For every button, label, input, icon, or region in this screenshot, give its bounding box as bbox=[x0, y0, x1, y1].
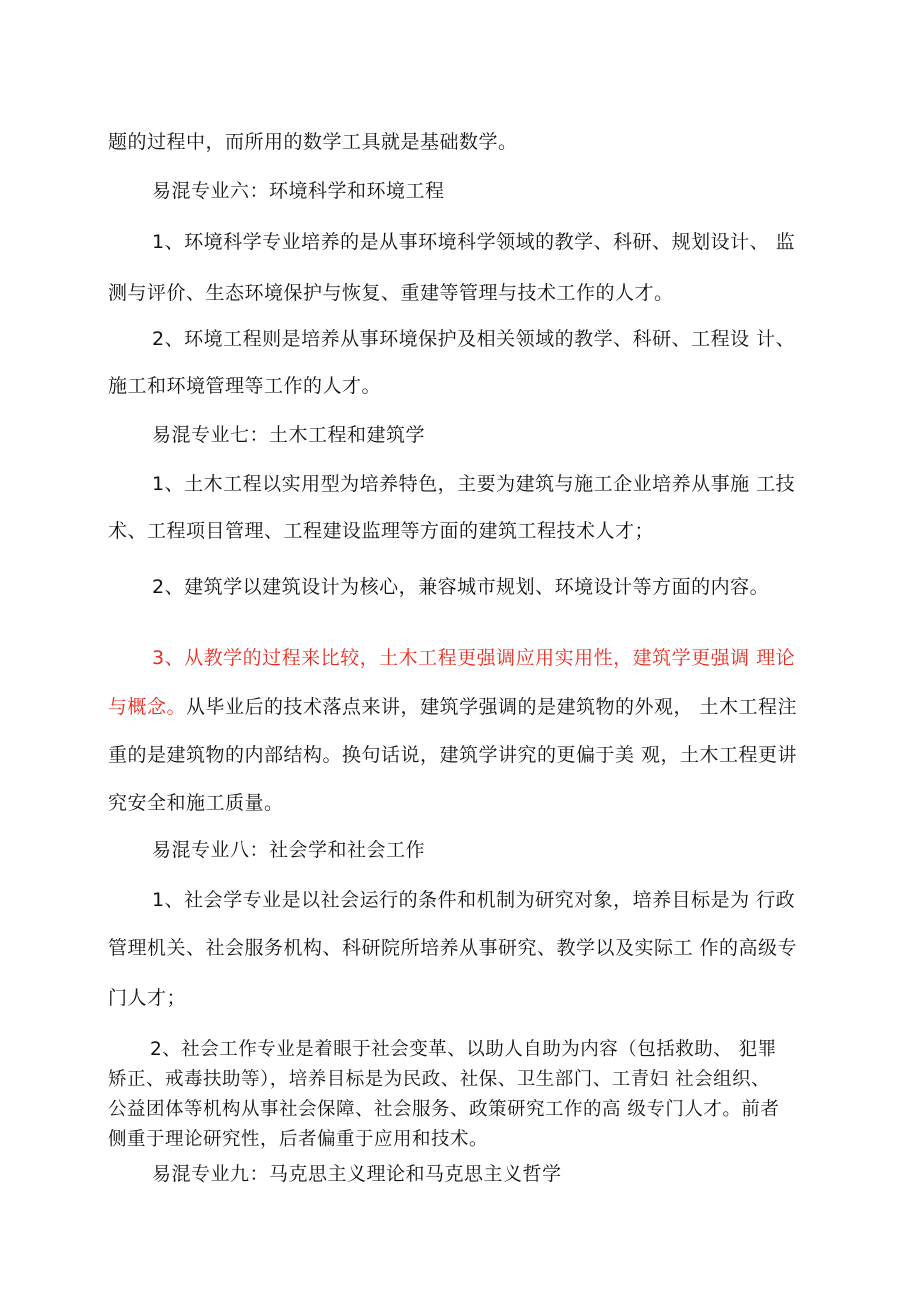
text-line: 究安全和施工质量。 bbox=[108, 792, 284, 814]
text-line: 侧重于理论研究性，后者偏重于应用和技术。 bbox=[108, 1129, 489, 1150]
text-line: 重的是建筑物的内部结构。换句话说，建筑学讲究的更偏于美 观，土木工程更讲 bbox=[108, 744, 798, 766]
text-line: 测与评价、生态环境保护与恢复、重建等管理与技术工作的人才。 bbox=[108, 282, 674, 304]
text-line: 门人才； bbox=[108, 987, 187, 1009]
highlighted-text-fragment: 与概念。 bbox=[108, 696, 187, 718]
text-line: 术、工程项目管理、工程建设监理等方面的建筑工程技术人才； bbox=[108, 520, 655, 542]
text-line: 1、土木工程以实用型为培养特色，主要为建筑与施工企业培养从事施 工技 bbox=[152, 473, 796, 495]
highlighted-text-line: 3、从教学的过程来比较，土木工程更强调应用实用性，建筑学更强调 理论 bbox=[152, 647, 796, 669]
section-heading-6: 易混专业六：环境科学和环境工程 bbox=[152, 180, 445, 202]
mixed-text-line bbox=[108, 693, 797, 721]
text-line: 管理机关、社会服务机构、科研院所培养从事研究、教学以及实际工 作的高级专 bbox=[108, 937, 798, 959]
text-line: 2、建筑学以建筑设计为核心，兼容城市规划、环境设计等方面的内容。 bbox=[152, 576, 770, 598]
text-line: 公益团体等机构从事社会保障、社会服务、政策研究工作的高 级专门人才。前者 bbox=[108, 1099, 780, 1120]
text-line-continuation: 题的过程中，而所用的数学工具就是基础数学。 bbox=[108, 131, 518, 153]
section-heading-7: 易混专业七：土木工程和建筑学 bbox=[152, 424, 426, 446]
text-line: 矫正、戒毒扶助等），培养目标是为民政、社保、卫生部门、工青妇 社会组织、 bbox=[108, 1069, 771, 1090]
section-heading-8: 易混专业八：社会学和社会工作 bbox=[152, 839, 426, 861]
text-line: 施工和环境管理等工作的人才。 bbox=[108, 375, 382, 397]
text-line: 1、社会学专业是以社会运行的条件和机制为研究对象，培养目标是为 行政 bbox=[152, 889, 796, 911]
text-line: 2、环境工程则是培养从事环境保护及相关领域的教学、科研、工程设 计、 bbox=[152, 328, 796, 350]
section-heading-9: 易混专业九：马克思主义理论和马克思主义哲学 bbox=[152, 1163, 562, 1185]
text-fragment: 从毕业后的技术落点来讲，建筑学强调的是建筑物的外观， 土木工程注 bbox=[186, 696, 798, 718]
text-line: 2、社会工作专业是着眼于社会变革、以助人自助为内容（包括救助、 犯罪 bbox=[150, 1039, 777, 1060]
text-line: 1、环境科学专业培养的是从事环境科学领域的教学、科研、规划设计、 监 bbox=[152, 231, 796, 253]
